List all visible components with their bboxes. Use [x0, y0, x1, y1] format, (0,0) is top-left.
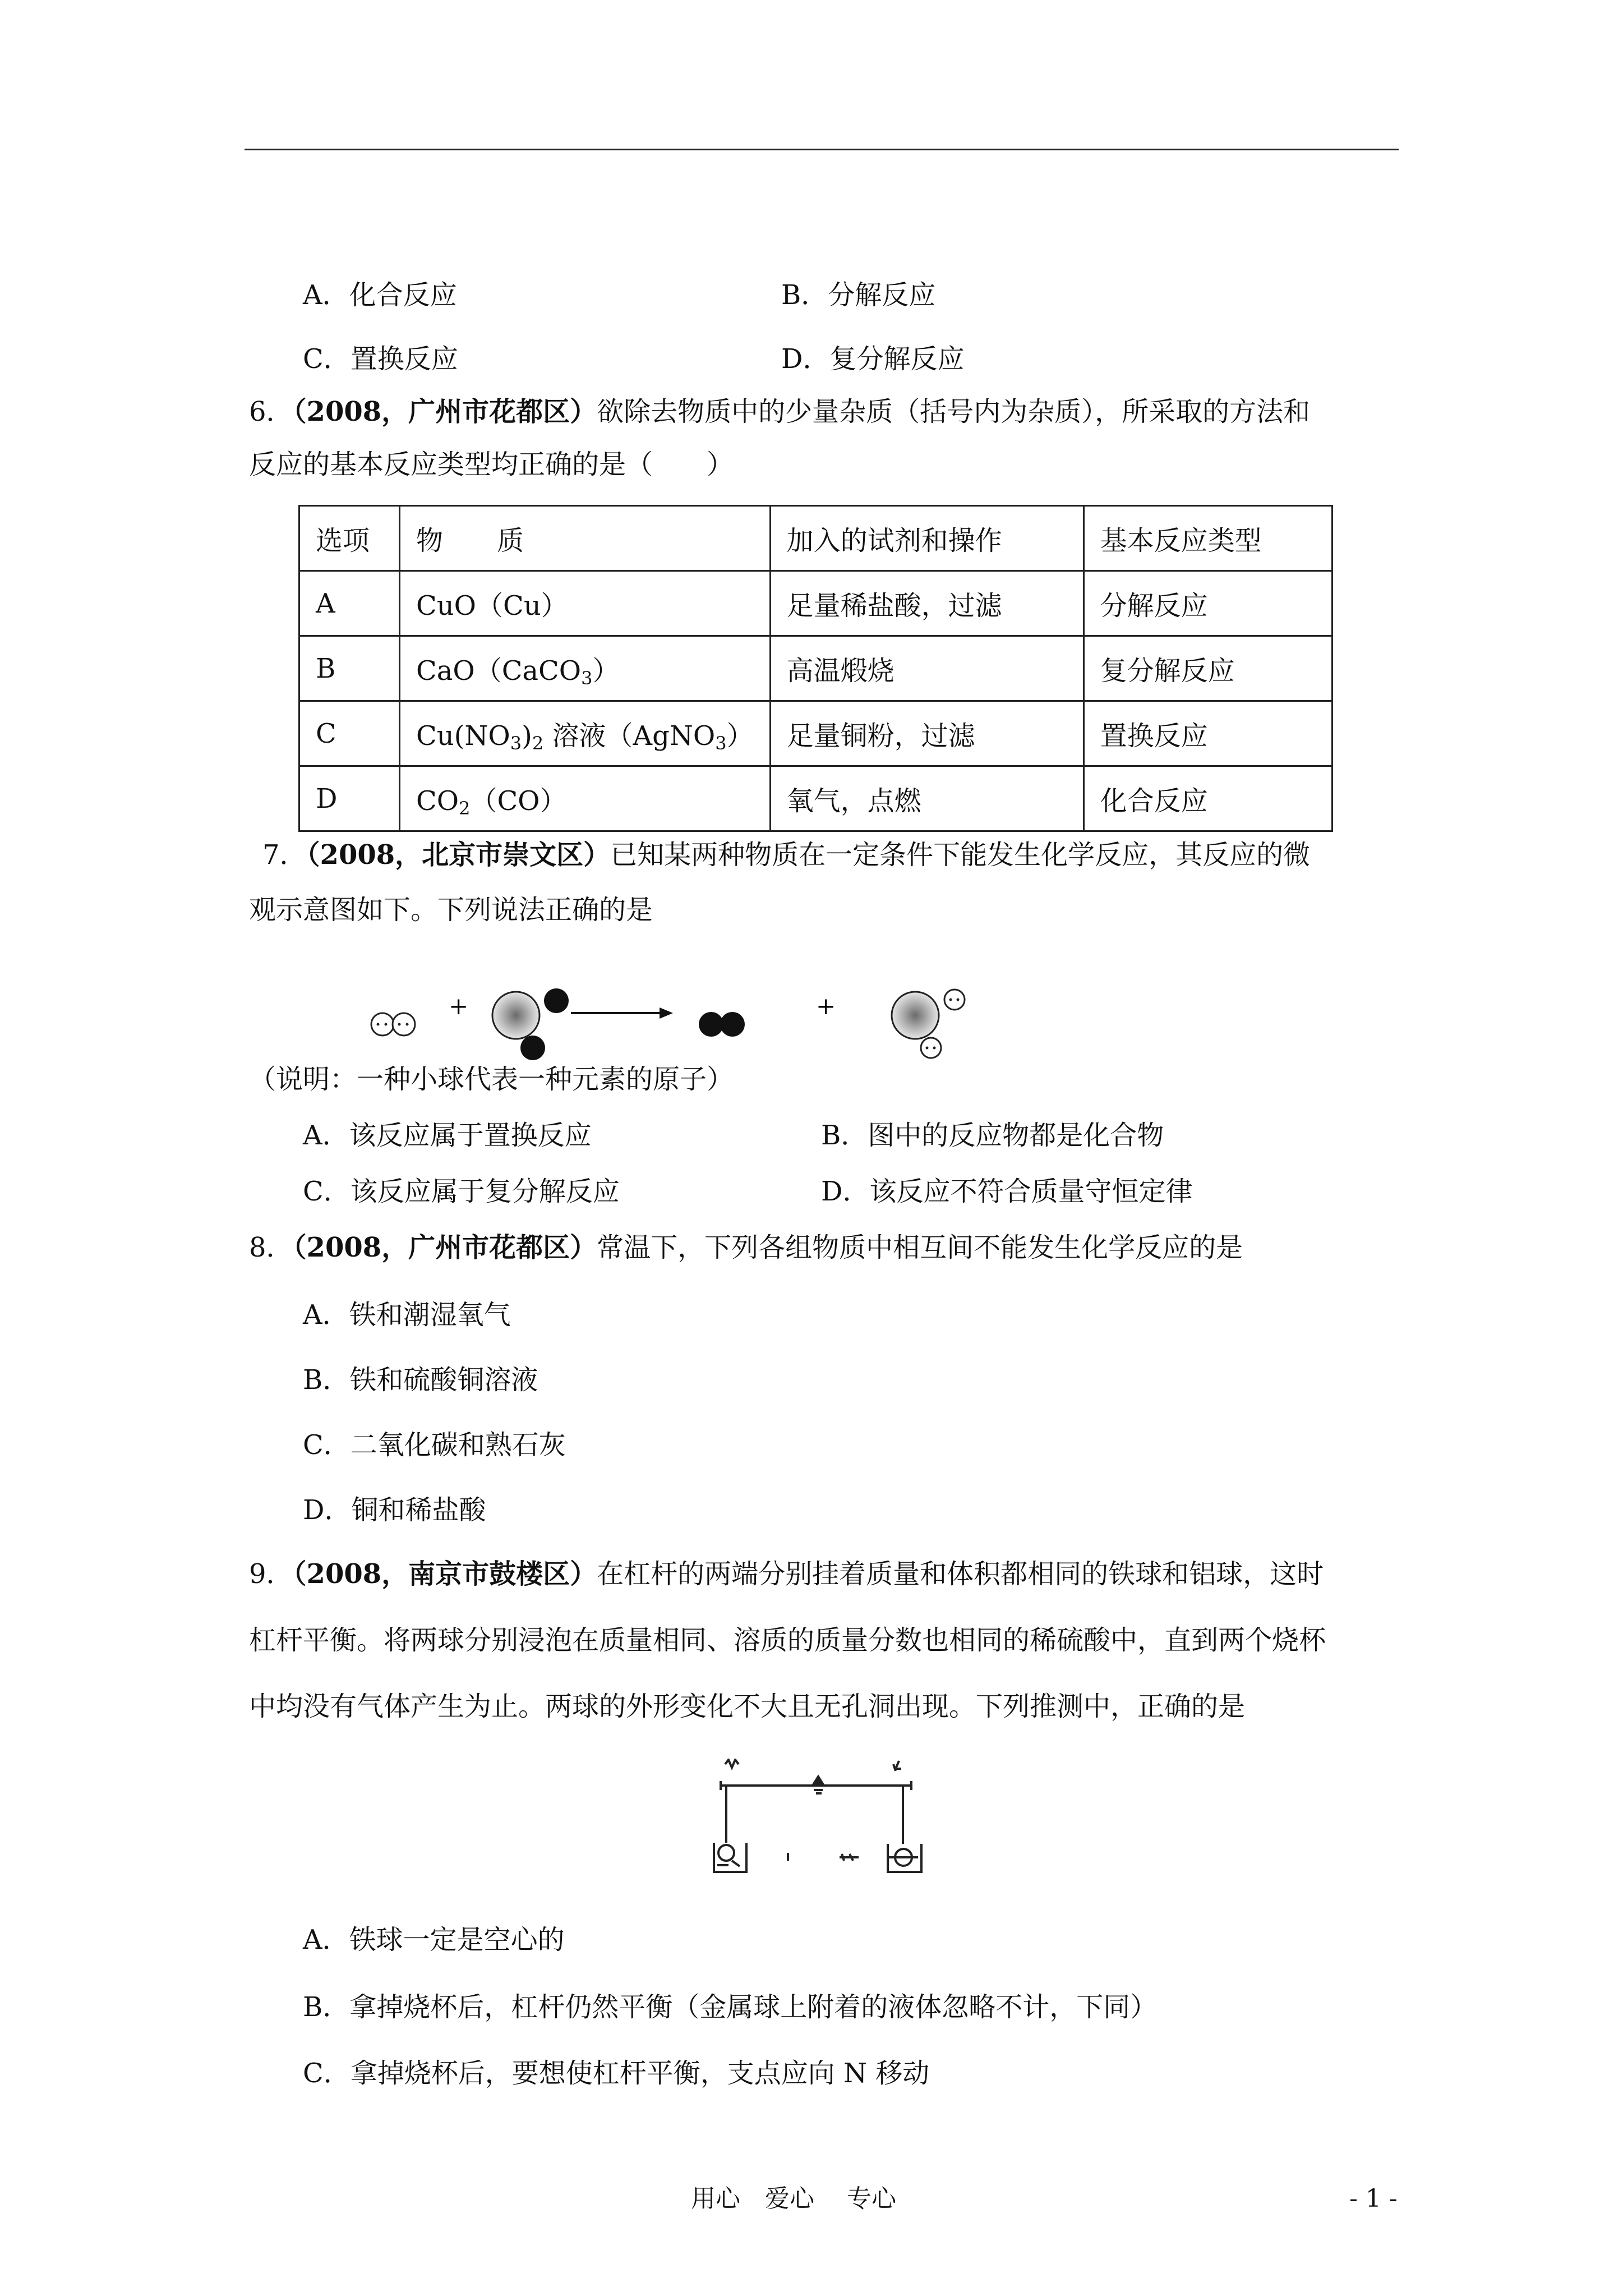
q6-stem-line2: 反应的基本反应类型均正确的是（ ） [249, 449, 734, 480]
q8-source: （2008，广州市花都区） [293, 1232, 597, 1263]
table-row [299, 766, 1332, 831]
q5-option-b: B．分解反应 [781, 279, 936, 311]
formula-text: 溶液（AgNO [543, 720, 716, 752]
table-row [299, 571, 1332, 636]
q7-source: （2008，北京市崇文区） [306, 839, 611, 871]
q7-option-c: C．该反应属于复分解反应 [303, 1176, 620, 1207]
formula-text: ） [592, 655, 620, 687]
cell-option: B [299, 636, 400, 701]
header-reagent: 加入的试剂和操作 [770, 506, 1083, 571]
table-row [299, 701, 1332, 766]
q8-stem [249, 1234, 1243, 1261]
cell-reagent: 氧气，点燃 [770, 766, 1083, 831]
formula-subscript: 2 [459, 798, 471, 819]
product-molecule-1 [699, 1012, 745, 1037]
formula-subscript: 3 [581, 668, 593, 689]
formula-subscript: 3 [510, 733, 522, 754]
q7-stem-line2: 观示意图如下。下列说法正确的是 [249, 894, 653, 926]
q9-stem: 在杠杆的两端分别挂着质量和体积都相同的铁球和铝球，这时 [597, 1558, 1324, 1590]
label-n-mark [893, 1761, 901, 1771]
formula-text: ) [522, 720, 532, 752]
header-rule [245, 149, 1399, 150]
cell-option: C [299, 701, 400, 766]
q7-stem: 已知某两种物质在一定条件下能发生化学反应，其反应的微 [610, 839, 1311, 871]
formula-subscript: 2 [532, 733, 544, 754]
iron-ball [718, 1845, 734, 1861]
fulcrum-icon [813, 1777, 824, 1786]
cell-type: 复分解反应 [1083, 636, 1332, 701]
q6-source: （2008，广州市花都区） [293, 396, 597, 427]
q7-option-a: A．该反应属于置换反应 [303, 1120, 592, 1151]
reaction-arrow [571, 1007, 673, 1019]
q6-number: 6． [249, 396, 293, 427]
plus-sign-2: + [816, 992, 836, 1020]
formula-text: （CO） [470, 785, 567, 817]
cell-substance [400, 636, 771, 701]
plus-sign-1: + [449, 992, 469, 1020]
formula-subscript: 3 [715, 733, 727, 754]
q8-stem-text: 常温下，下列各组物质中相互间不能发生化学反应的是 [597, 1232, 1243, 1263]
q9-option-c: C．拿掉烧杯后，要想使杠杆平衡，支点应向 N 移动 [303, 2058, 930, 2089]
cell-substance [400, 766, 771, 831]
table-header-row [299, 506, 1332, 571]
reactant-molecule-2 [492, 988, 569, 1060]
q7-stem-line1 [262, 839, 1311, 871]
cell-reagent: 足量铜粉，过滤 [770, 701, 1083, 766]
q9-option-a: A．铁球一定是空心的 [303, 1924, 565, 1955]
table-row [299, 636, 1332, 701]
product-molecule-2 [892, 990, 965, 1058]
q9-source: （2008，南京市鼓楼区） [293, 1558, 597, 1590]
q7-number: 7． [262, 839, 307, 871]
lever-diagram [709, 1759, 934, 1882]
header-reaction-type: 基本反应类型 [1083, 506, 1332, 571]
q5-option-c: C．置换反应 [303, 343, 458, 375]
formula-text: CaO（CaCO [416, 655, 582, 687]
cell-type: 分解反应 [1083, 571, 1332, 636]
cell-type: 置换反应 [1083, 701, 1332, 766]
q9-number: 9． [249, 1558, 293, 1590]
header-option: 选项 [299, 506, 400, 571]
q6-table [298, 505, 1333, 832]
label-m-mark [725, 1760, 739, 1768]
q9-stem-line1 [249, 1558, 1324, 1590]
formula-text: CO [416, 785, 459, 817]
cell-reagent: 高温煅烧 [770, 636, 1083, 701]
cell-substance [400, 701, 771, 766]
q9-stem-line3: 中均没有气体产生为止。两球的外形变化不大且无孔洞出现。下列推测中，正确的是 [249, 1691, 1246, 1722]
q7-option-d: D．该反应不符合质量守恒定律 [821, 1176, 1193, 1207]
q8-option-c: C．二氧化碳和熟石灰 [303, 1429, 566, 1461]
q7-option-b: B．图中的反应物都是化合物 [821, 1120, 1164, 1151]
page-number: - 1 - [1349, 2184, 1398, 2213]
header-substance: 物 质 [400, 506, 771, 571]
formula-text: ） [726, 720, 754, 752]
q8-option-a: A．铁和潮湿氧气 [303, 1299, 511, 1331]
q6-stem: 欲除去物质中的少量杂质（括号内为杂质），所采取的方法和 [597, 396, 1311, 427]
q5-option-d: D．复分解反应 [781, 343, 965, 375]
cell-option: D [299, 766, 400, 831]
cell-option: A [299, 571, 400, 636]
q8-number: 8． [249, 1232, 293, 1263]
q7-note: （说明：一种小球代表一种元素的原子） [249, 1064, 734, 1095]
formula-text: Cu(NO [416, 720, 510, 752]
q8-option-b: B．铁和硫酸铜溶液 [303, 1364, 538, 1396]
footer-motto: 用心 爱心 专心 [691, 2184, 896, 2213]
q9-option-b: B．拿掉烧杯后，杠杆仍然平衡（金属球上附着的液体忽略不计，下同） [303, 1991, 1158, 2023]
reaction-diagram [359, 976, 1009, 1066]
q6-stem-line1 [249, 398, 1310, 425]
q8-option-d: D．铜和稀盐酸 [303, 1494, 486, 1526]
reactant-molecule-1 [371, 1013, 415, 1036]
q5-option-a: A．化合反应 [303, 279, 457, 311]
cell-substance: CuO（Cu） [400, 571, 771, 636]
cell-type: 化合反应 [1083, 766, 1332, 831]
cell-reagent: 足量稀盐酸，过滤 [770, 571, 1083, 636]
q9-stem-line2: 杠杆平衡。将两球分别浸泡在质量相同、溶质的质量分数也相同的稀硫酸中，直到两个烧杯 [249, 1625, 1326, 1656]
